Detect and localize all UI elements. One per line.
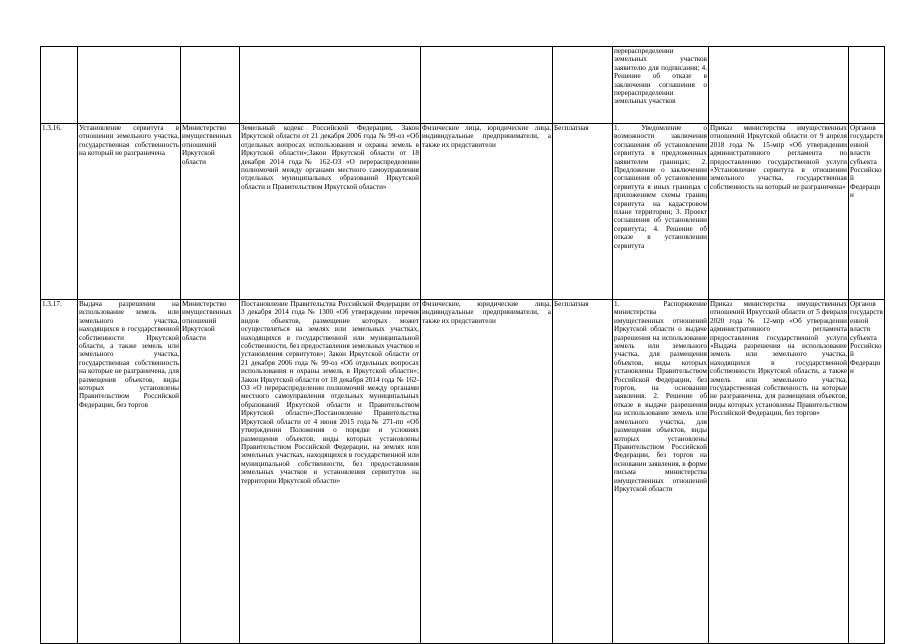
service-name: Установление сервитута в отношении земельного участка, государственная собственность на который не разграничена — [78, 124, 181, 300]
executor — [849, 47, 885, 124]
row-number — [41, 47, 78, 124]
services-table — [40, 46, 885, 644]
service-name — [78, 47, 181, 124]
executor: Органов государственной власти субъекта Российской Федерации — [849, 124, 885, 300]
fee: Бесплатная — [553, 124, 613, 300]
authority: Министерство имущественных отношений Иркутской области — [181, 300, 240, 644]
table-row — [41, 124, 885, 300]
legal-basis: Постановление Правительства Российской Федерации от 3 декабря 2014 года № 1300 «Об утверждении перечня видов объектов, размещение которых может осуществляться на землях или земельных участках, находящихся в государственной или муниципальной собственности, без предоставления земельных участков и установления сервитутов»; Закон Иркутской области от 21 декабря 2006 года № 99-оз «Об отдельных вопросах использования и охраны земель в Иркутской области»; Закон Иркутской области от 18 декабря 2014 года № 162-ОЗ «О перераспределении полномочий между органами местного самоуправления отдельных муниципальных образований Иркутской области и Правительством Иркутской области»;Постановление Правительства Иркутской области от 4 июня 2015 года№ 271-пп «Об утверждении Положения о порядке и условиях размещения объектов, виды которых установлены Правительством Российской Федерации, на землях или земельных участках, находящихся в государственной или муниципальной собственности, без предоставления земельных участков и установления сервитутов на территории Иркутской области» — [240, 300, 421, 644]
result: перераспределении земельных участков заявителю для подписания; 4. Решение об отказе в заключении соглашения о перераспределении земельных участков — [613, 47, 709, 124]
regulation: Приказ министерства имущественных отношений Иркутской области от 9 апреля 2018 года № 15-мпр «Об утверждении административного регламента по предоставлению государственной услуги «Установление сервитута в отношении земельного участка, государственная собственность на который не разграничена» — [709, 124, 849, 300]
result: 1. Уведомление о возможности заключения соглашения об установлении сервитута в предложенных заявителем границах; 2. Предложение о заключении соглашения об установлении сервитута в иных границах с приложением схемы границ сервитута на кадастровом плане территории; 3. Проект соглашения об установлении сервитута; 4. Решение об отказе в установлении сервитута — [613, 124, 709, 300]
table-row — [41, 47, 885, 124]
service-name: Выдача разрешения на использование земель или земельного участка, находящихся в государственной собственности Иркутской области, а также земель или земельного участка, государственная собственность на которые не разграничена, для размещения объектов, виды которых установлены Правительством Российской Федерации, без торгов — [78, 300, 181, 644]
regulation: Приказ министерства имущественных отношений Иркутской области от 5 февраля 2020 года № 12-мпр «Об утверждении административного регламента предоставления государственной услуги «Выдача разрешения на использование земель или земельного участка, находящихся в государственной собственности Иркутской области, а также земель или земельного участка, государственная собственность на которые не разграничена, для размещения объектов, виды которых установлены Правительством Российской Федерации, без торгов» — [709, 300, 849, 644]
row-number: 1.3.16. — [41, 124, 78, 300]
legal-basis — [240, 47, 421, 124]
result: 1. Распоряжение министерства имущественных отношений Иркутской области о выдаче разрешения на использование земель или земельного участка, для размещения объектов, виды которых установлены Правительством Российской Федерации, без торгов, на основании заявления. 2. Решение об отказе в выдаче разрешения на использование земель или земельного участка, для размещения объектов, виды которых установлены Правительством Российской Федерации, без торгов на основании заявления, в форме письма министерства имущественных отношений Иркутской области — [613, 300, 709, 644]
table-row — [41, 300, 885, 644]
executor: Органов государственной власти субъекта Российской Федерации — [849, 300, 885, 644]
authority: Министерство имущественных отношений Иркутской области — [181, 124, 240, 300]
applicants: Физические лица, юридические лица, индивидуальные предприниматели, а также их представители — [421, 124, 553, 300]
fee: Бесплатная — [553, 300, 613, 644]
applicants — [421, 47, 553, 124]
legal-basis: Земельный кодекс Российской Федерации, Закон Иркутской области от 21 декабря 2006 года № 99-оз «Об отдельных вопросах использования и охраны земель в Иркутской области»;Закон Иркутской области от 18 декабря 2014 года№ 162-ОЗ «О перераспределении полномочий между органами местного самоуправления отдельных муниципальных образований Иркутской области и Правительством Иркутской области» — [240, 124, 421, 300]
applicants: Физические, юридические лица, индивидуальные предприниматели, а также их представители — [421, 300, 553, 644]
row-number: 1.3.17. — [41, 300, 78, 644]
regulation — [709, 47, 849, 124]
fee — [553, 47, 613, 124]
authority — [181, 47, 240, 124]
